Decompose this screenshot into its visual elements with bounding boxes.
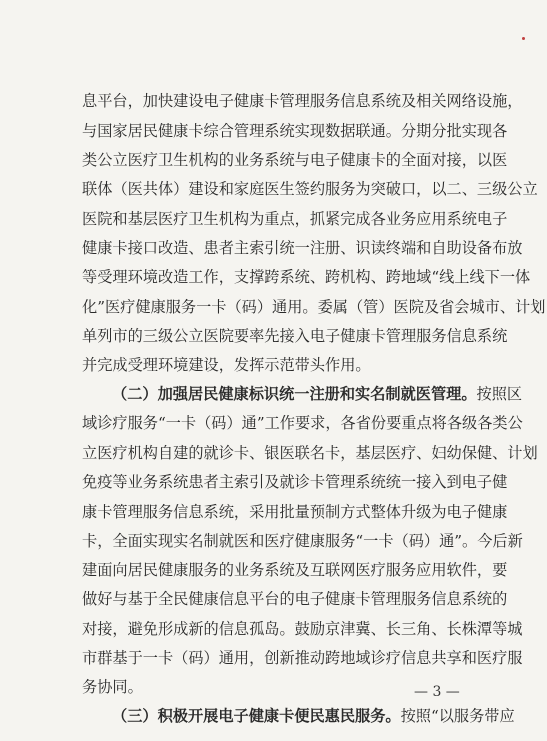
- body-line: 联体（医共体）建设和家庭医生签约服务为突破口，以二、三级公立: [82, 180, 538, 198]
- body-line: 务协同。: [82, 678, 143, 696]
- body-line: 医院和基层医疗卫生机构为重点，抓紧完成各业务应用系统电子: [82, 210, 508, 228]
- body-line: 健康卡接口改造、患者主索引统一注册、识读终端和自助设备布放: [82, 239, 523, 257]
- body-line: 息平台，加快建设电子健康卡管理服务信息系统及相关网络设施，: [82, 92, 523, 110]
- body-line: 康卡管理服务信息系统，采用批量预制方式整体升级为电子健康: [82, 503, 508, 521]
- body-line: 市群基于一卡（码）通用，创新推动跨地域诊疗信息共享和医疗服: [82, 649, 523, 667]
- body-line: 化”医疗健康服务一卡（码）通用。委属（管）医院及省会城市、计划: [82, 298, 546, 316]
- body-line: 对接，避免形成新的信息孤岛。鼓励京津冀、长三角、长株潭等城: [82, 620, 523, 638]
- section-heading-text: （三）积极开展电子健康卡便民惠民服务。: [112, 707, 401, 725]
- body-line: 类公立医疗卫生机构的业务系统与电子健康卡的全面对接，以医: [82, 151, 508, 169]
- section-heading-text: （二）加强居民健康标识统一注册和实名制就医管理。: [112, 385, 477, 403]
- body-line: 单列市的三级公立医院要率先接入电子健康卡管理服务信息系统: [82, 327, 508, 345]
- body-line: 域诊疗服务“一卡（码）通”工作要求，各省份要重点将各级各类公: [82, 414, 523, 432]
- body-line: 与国家居民健康卡综合管理系统实现数据联通。分期分批实现各: [82, 122, 508, 140]
- heading-tail-text: 按照“以服务带应: [400, 707, 515, 725]
- body-line: 等受理环境改造工作，支撑跨系统、跨机构、跨地域“线上线下一体: [82, 268, 531, 286]
- body-line: 免疫等业务系统患者主索引及就诊卡管理系统统一接入到电子健: [82, 473, 508, 491]
- body-line: 做好与基于全民健康信息平台的电子健康卡管理服务信息系统的: [82, 590, 508, 608]
- speck-mark: [522, 37, 525, 40]
- body-line: 立医疗机构自建的就诊卡、银医联名卡，基层医疗、妇幼保健、计划: [82, 444, 538, 462]
- page-number: — 3 —: [414, 684, 460, 700]
- body-line: 并完成受理环境建设，发挥示范带头作用。: [82, 356, 371, 374]
- section-heading-2: [112, 384, 523, 404]
- heading-tail-text: 按照区: [476, 385, 523, 403]
- body-line: 卡，全面实现实名制就医和医疗健康服务“一卡（码）通”。今后新: [82, 532, 523, 550]
- body-line: 建面向居民健康服务的业务系统及互联网医疗服务应用软件，要: [82, 561, 508, 579]
- section-heading-3: [112, 706, 515, 726]
